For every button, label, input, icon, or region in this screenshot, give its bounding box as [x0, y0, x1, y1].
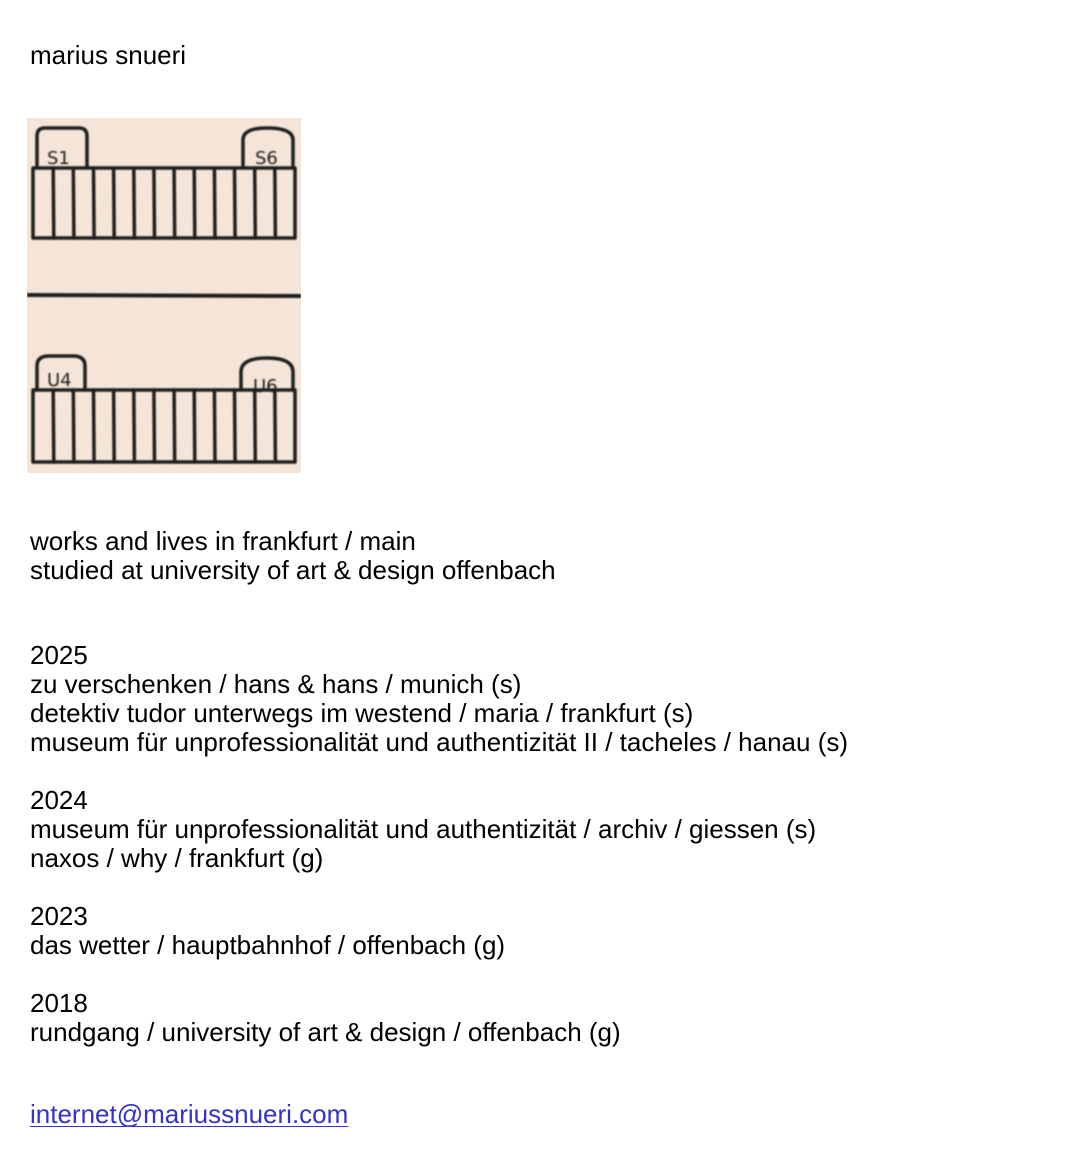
artwork-label-top-right: S6 — [255, 148, 278, 169]
artwork-slat — [275, 390, 276, 462]
cv-entry: zu verschenken / hans & hans / munich (s) — [30, 669, 522, 699]
artwork-image — [27, 118, 301, 473]
artwork-slat — [255, 390, 256, 462]
site-title: marius snueri — [30, 40, 187, 70]
bio — [30, 527, 556, 585]
top-train-drawing — [33, 128, 295, 238]
artwork-slat — [194, 390, 195, 462]
artwork-slat — [194, 168, 195, 238]
cv-year: 2024 — [30, 785, 88, 815]
artwork-slat — [53, 390, 54, 462]
artwork-slat — [275, 168, 276, 238]
artwork-slat — [255, 168, 256, 238]
divider-line — [27, 295, 301, 296]
cv-year-block — [30, 989, 848, 1047]
cv-year: 2025 — [30, 640, 88, 670]
email-link[interactable]: internet@mariussnueri.com — [30, 1099, 349, 1129]
artwork-slat — [174, 168, 175, 238]
artwork-label-bottom-right: U6 — [253, 376, 278, 397]
artwork-slat — [235, 168, 236, 238]
cv-year-block — [30, 786, 848, 873]
artwork-slat — [134, 390, 135, 462]
artwork-slat — [114, 168, 115, 238]
artwork-slat — [235, 390, 236, 462]
artwork-slat — [154, 390, 155, 462]
artwork-slat — [214, 168, 215, 238]
bio-location: works and lives in frankfurt / main — [30, 526, 416, 556]
artwork-slat — [214, 390, 215, 462]
exhibition-list — [30, 641, 848, 1076]
cv-year-block — [30, 902, 848, 960]
contact — [30, 1100, 348, 1129]
artwork-slat — [174, 390, 175, 462]
artwork-slat — [53, 168, 54, 238]
bottom-train-drawing — [33, 356, 295, 462]
cv-year: 2023 — [30, 901, 88, 931]
cv-year-block — [30, 641, 848, 757]
cv-entry: museum für unprofessionalität und authentizität / archiv / giessen (s) — [30, 814, 817, 844]
artwork-label-top-left: S1 — [47, 148, 70, 169]
cv-entry: das wetter / hauptbahnhof / offenbach (g) — [30, 930, 506, 960]
artwork-slat — [73, 390, 74, 462]
cv-entry: naxos / why / frankfurt (g) — [30, 843, 324, 873]
artwork-slat — [154, 168, 155, 238]
cv-entry: detektiv tudor unterwegs im westend / maria / frankfurt (s) — [30, 698, 694, 728]
cv-entry: museum für unprofessionalität und authentizität II / tacheles / hanau (s) — [30, 727, 849, 757]
artwork-slat — [114, 390, 115, 462]
artwork-label-bottom-left: U4 — [47, 370, 72, 391]
bio-education: studied at university of art & design offenbach — [30, 555, 556, 585]
artwork-slat — [134, 168, 135, 238]
cv-year: 2018 — [30, 988, 88, 1018]
cv-entry: rundgang / university of art & design / offenbach (g) — [30, 1017, 621, 1047]
artwork-slat — [73, 168, 74, 238]
artwork-slat — [94, 390, 95, 462]
artwork-slat — [94, 168, 95, 238]
